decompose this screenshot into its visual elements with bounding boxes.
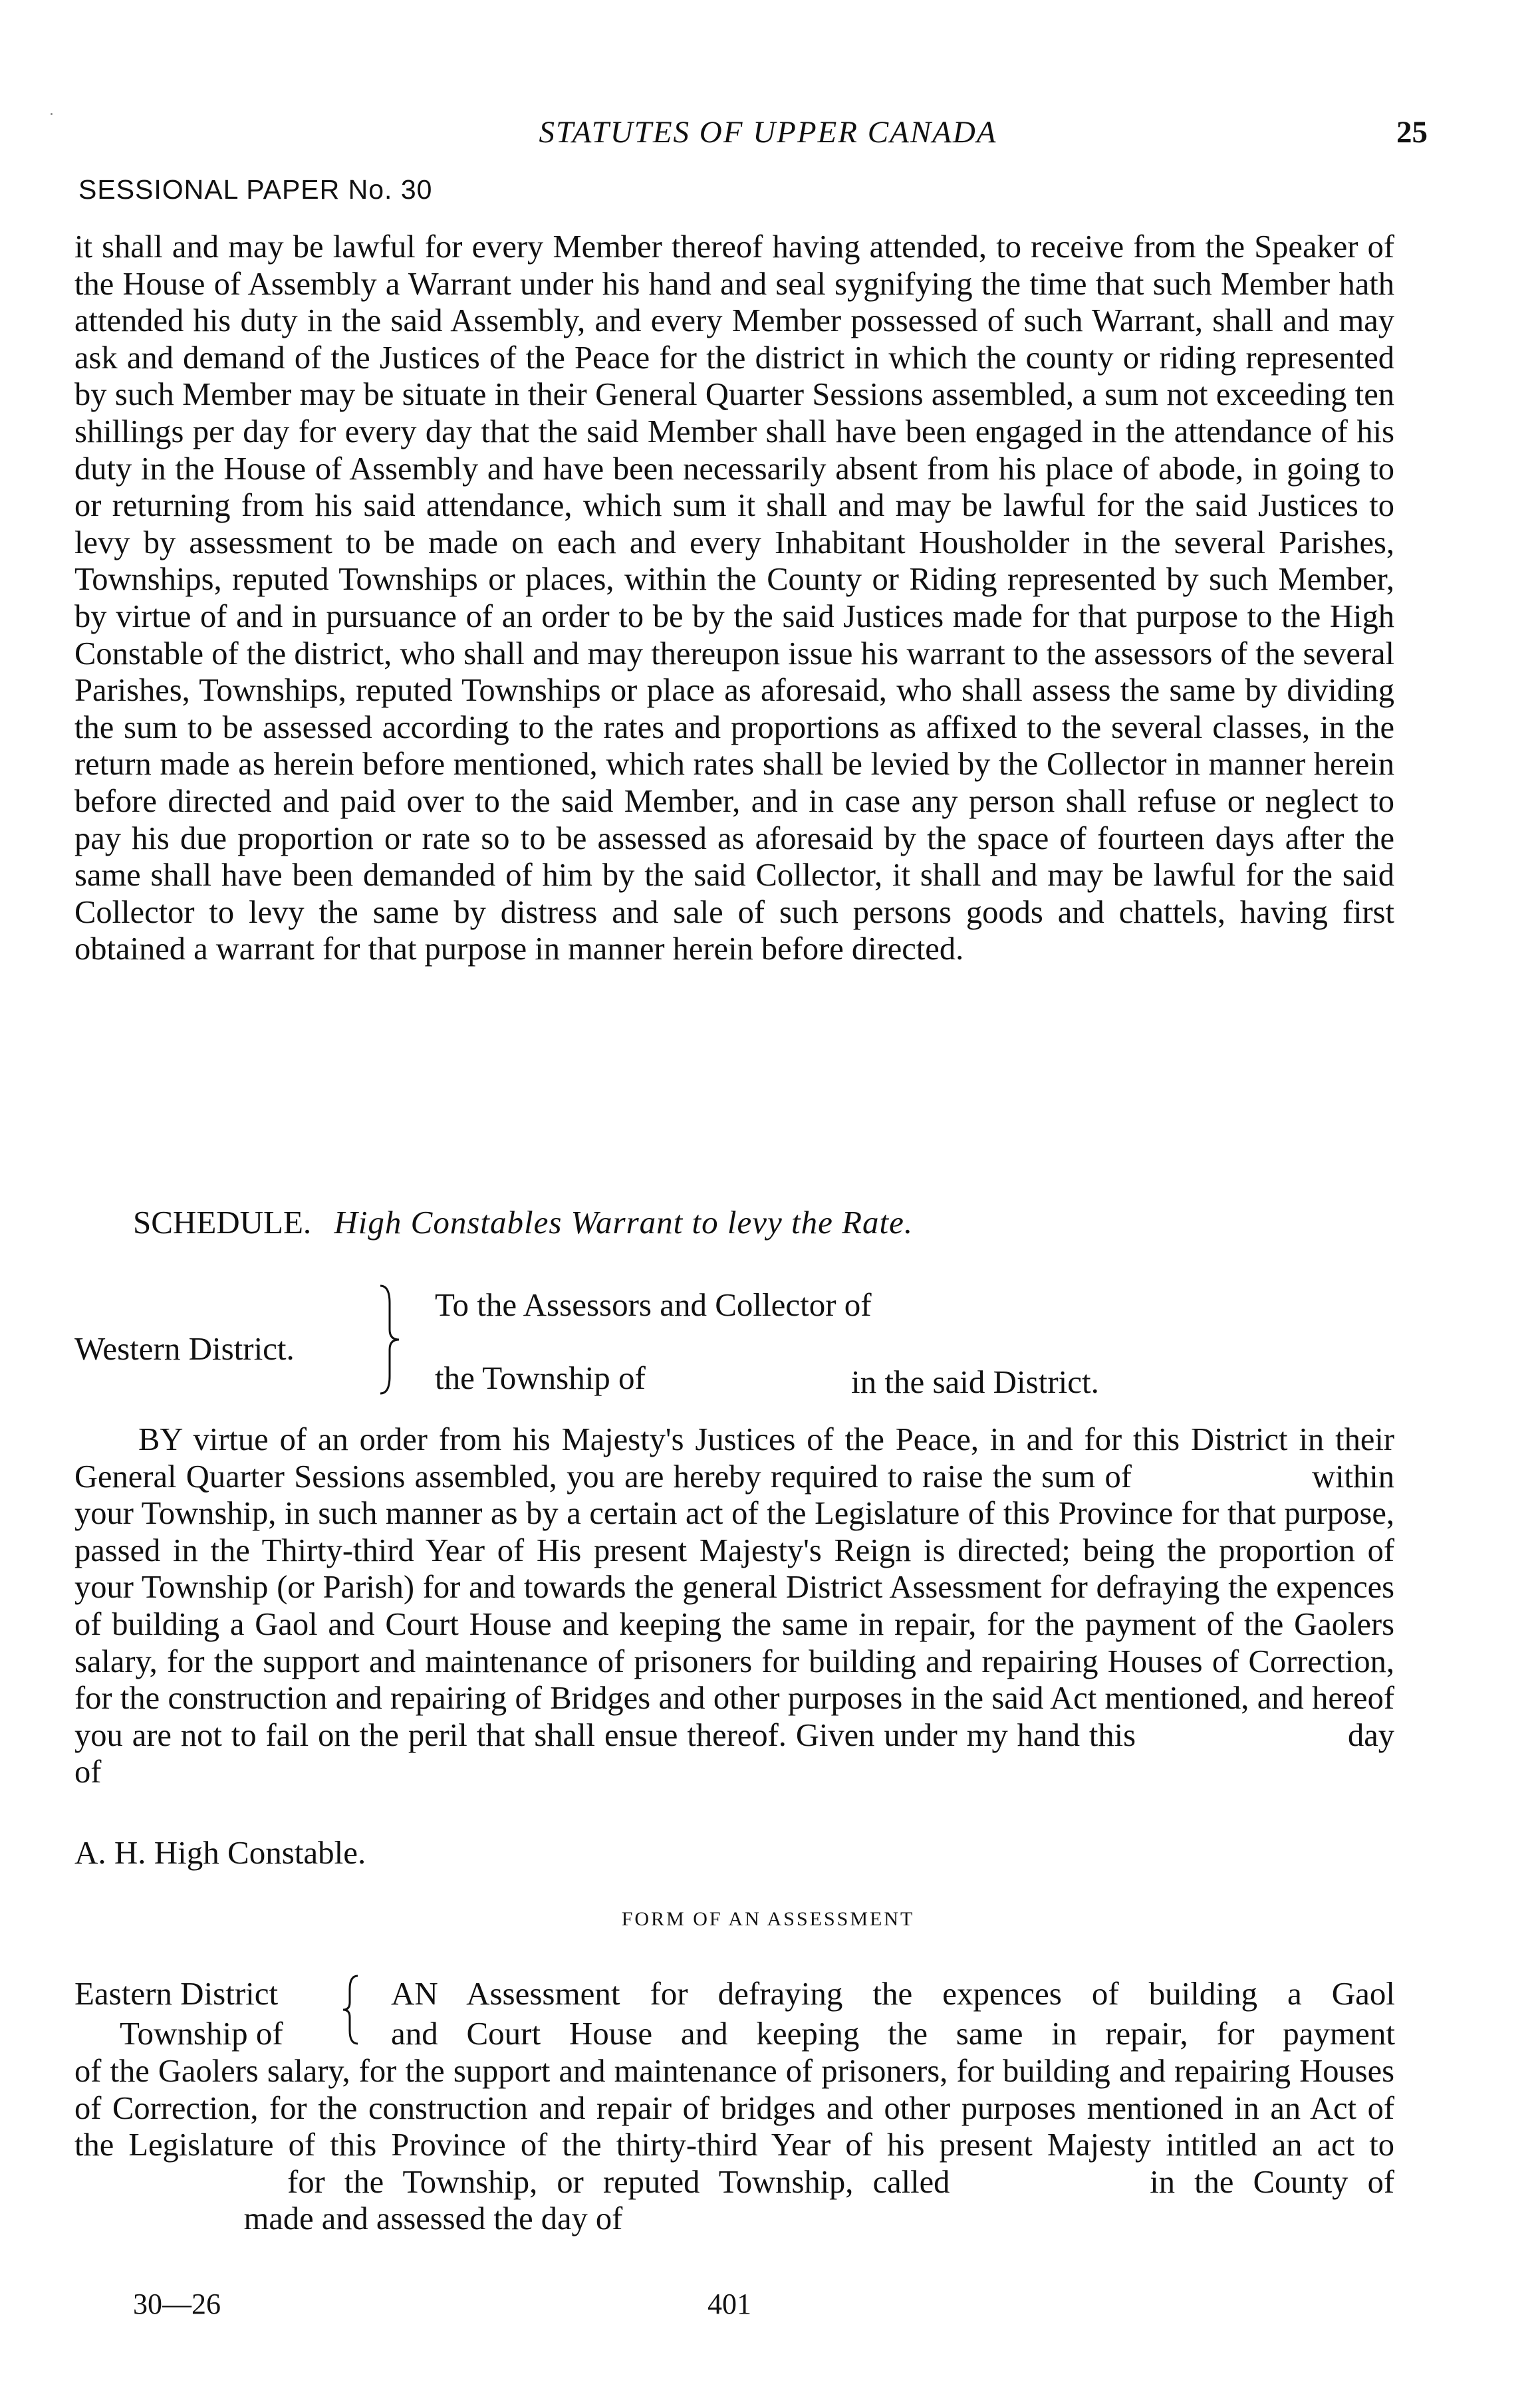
assessment-line1: AN Assessment for defraying the expences of building a Gaol xyxy=(391,1975,1395,2012)
township-of-label: Township of xyxy=(120,2015,283,2052)
sessional-paper-label: SESSIONAL PAPER No. 30 xyxy=(78,174,433,205)
schedule-heading xyxy=(133,1203,913,1241)
warrant-paragraph: BY virtue of an order from his Majesty's Justices of the Peace, in and for this District in their General Quarter Sessions assembled, you are hereby required to raise the sum of within your Township, in such manner as by a certain act of the Legislature of this Province for that purpose, passed in the Thirty-third Year of His present Majesty's Reign is directed; being the proportion of your Township (or Parish) for and towards the general District Assessment for defraying the expences of building a Gaol and Court House and keeping the same in repair, for the payment of the Gaolers salary, for the support and maintenance of prisoners for building and repairing Houses of Correction, for the construction and repairing of Bridges and other purposes in the said Act mentioned, and hereof you are not to fail on the peril that shall ensue thereof. Given under my hand this day of xyxy=(74,1422,1394,1790)
page-number: 25 xyxy=(1396,115,1428,150)
assessment-paragraph: of the Gaolers salary, for the support and maintenance of prisoners, for building and repairing Houses of Correction, for the construction and repair of bridges and other purposes mentioned in an Act of the Legislature of this Province of the thirty-third Year of his present Majesty intitled an act to for the Township, or reputed Township, called in the County of made and assessed the day of xyxy=(74,2054,1394,2237)
footer-signature-mark: 30—26 xyxy=(133,2288,221,2320)
schedule-title: High Constables Warrant to levy the Rate. xyxy=(334,1204,914,1241)
form-title: FORM OF AN ASSESSMENT xyxy=(621,1908,915,1930)
signature-line: A. H. High Constable. xyxy=(74,1834,366,1871)
western-district-label: Western District. xyxy=(74,1330,295,1367)
eastern-district-label: Eastern District xyxy=(74,1975,279,2012)
running-header-title: STATUTES OF UPPER CANADA xyxy=(539,115,997,150)
statute-paragraph: it shall and may be lawful for every Member thereof having attended, to receive from the Speaker of the House of Assembly a Warrant under his hand and seal sygnifying the time that such Member hath attended his duty in the said Assembly, and every Member possessed of such Warrant, shall and may ask and demand of the Justices of the Peace for the district in which the county or riding represented by such Member may be situate in their General Quarter Sessions assembled, a sum not exceeding ten shillings per day for every day that the said Member shall have been engaged in the attendance of his duty in the House of Assembly and have been necessarily absent from his place of abode, in going to or returning from his said attendance, which sum it shall and may be lawful for the said Justices to levy by assessment to be made on each and every Inhabitant Housholder in the several Parishes, Townships, reputed Townships or places, within the County or Riding represented by such Member, by virtue of and in pursuance of an order to be by the said Justices made for that purpose to the High Constable of the district, who shall and may thereupon issue his warrant to the assessors of the several Parishes, Townships, reputed Townships or place as aforesaid, who shall assess the same by dividing the sum to be assessed according to the rates and proportions as affixed to the several classes, in the return made as herein before mentioned, which rates shall be levied by the Collector in manner herein before directed and paid over to the said Member, and in case any person shall refuse or neglect to pay his due proportion or rate so to be assessed as aforesaid by the space of fourteen days after the same shall have been demanded of him by the said Collector, it shall and may be lawful for the said Collector to levy the same by distress and sale of such persons goods and chattels, having first obtained a warrant for that purpose in manner herein before directed. xyxy=(74,229,1394,967)
footer-page-number: 401 xyxy=(707,2288,751,2320)
warrant-address-line3: in the said District. xyxy=(851,1364,1099,1400)
assessment-line2: and Court House and keeping the same in repair, for payment xyxy=(391,2015,1395,2052)
warrant-address-line1: To the Assessors and Collector of xyxy=(435,1286,872,1323)
right-brace xyxy=(378,1283,404,1396)
schedule-label: SCHEDULE. xyxy=(133,1204,312,1241)
warrant-address-line2: the Township of xyxy=(435,1360,646,1396)
left-brace xyxy=(340,1973,360,2046)
